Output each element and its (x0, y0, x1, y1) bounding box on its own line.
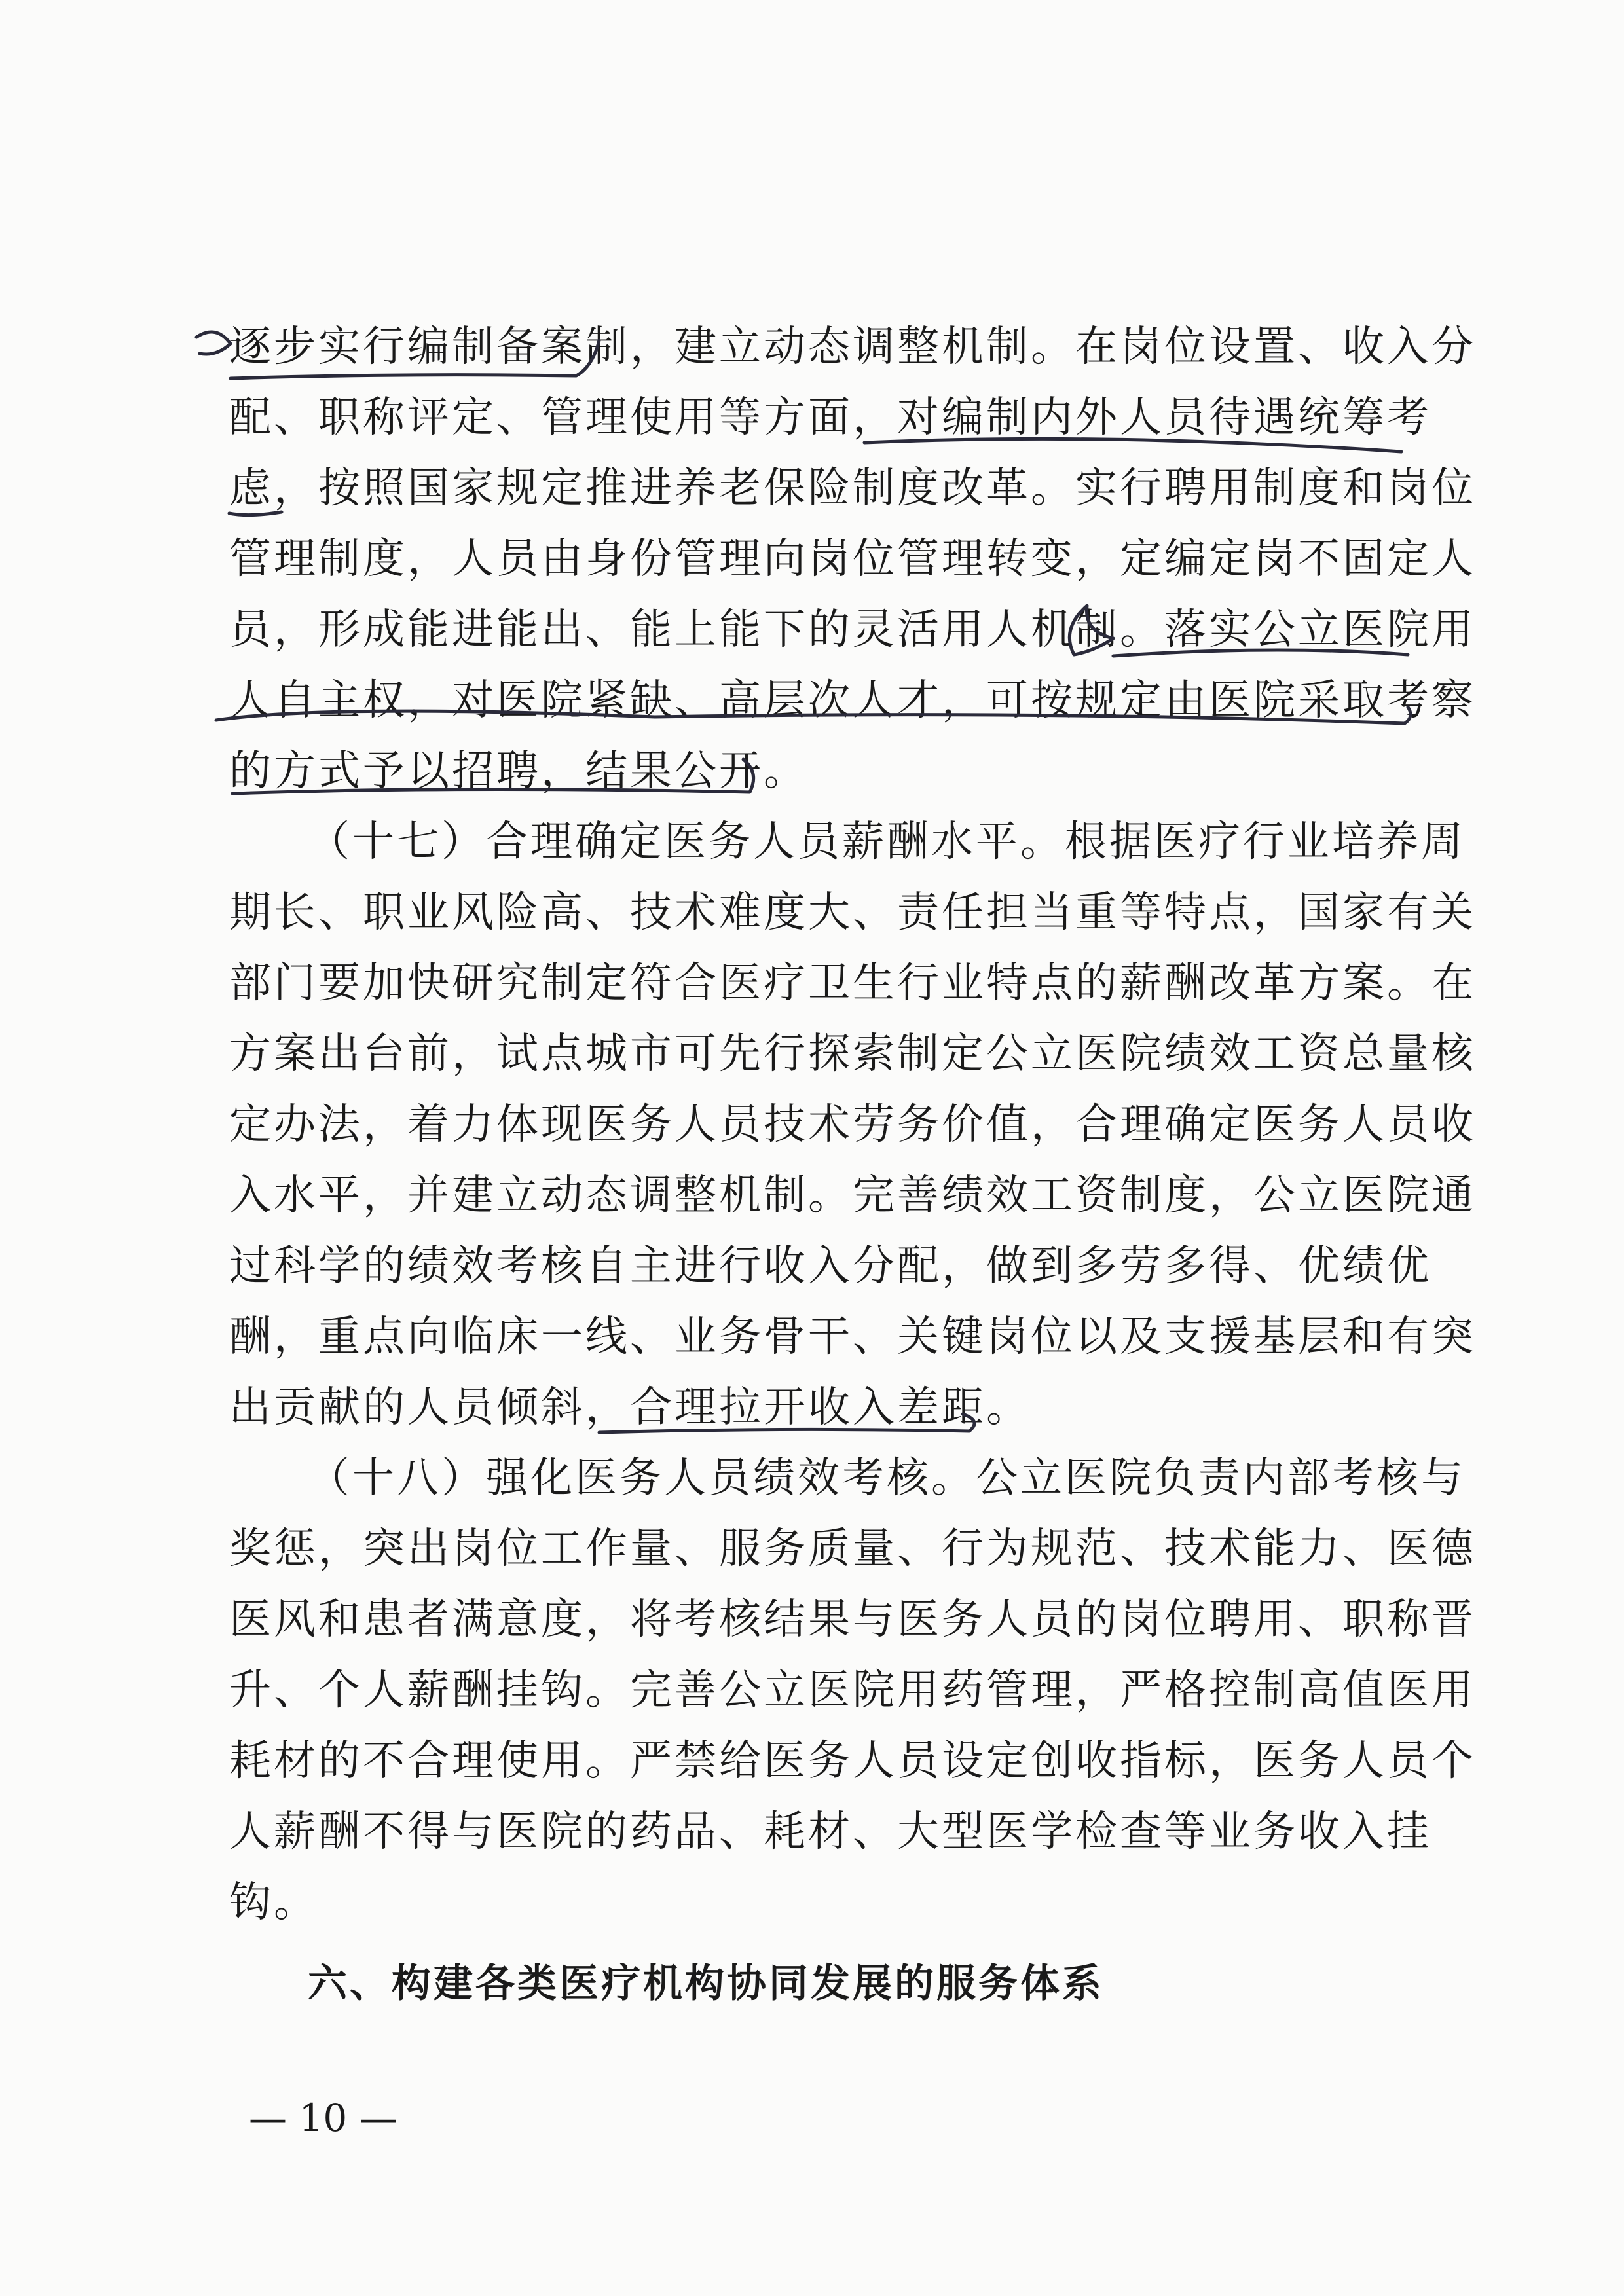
text-line-23: 钩。 (229, 1878, 318, 1927)
text-line-20: 升、个人薪酬挂钩。完善公立医院用药管理，严格控制高值医用 (229, 1666, 1476, 1715)
text-line-21: 耗材的不合理使用。严禁给医务人员设定创收指标，医务人员个 (229, 1737, 1476, 1785)
text-line-9: 期长、职业风险高、技术难度大、责任担当重等特点，国家有关 (229, 888, 1476, 937)
text-line-5: 员，形成能进能出、能上能下的灵活用人机制。落实公立医院用 (229, 606, 1476, 654)
margin-bracket-mark (196, 332, 231, 354)
text-line-19: 医风和患者满意度，将考核结果与医务人员的岗位聘用、职称晋 (229, 1595, 1476, 1644)
text-line-15: 酬，重点向临床一线、业务骨干、关键岗位以及支援基层和有突 (229, 1313, 1476, 1361)
text-line-6: 人自主权，对医院紧缺、高层次人才，可按规定由医院采取考察 (229, 676, 1476, 725)
text-line-1: 逐步实行编制备案制，建立动态调整机制。在岗位设置、收入分 (229, 323, 1476, 371)
text-line-12: 定办法，着力体现医务人员技术劳务价值，合理确定医务人员收 (229, 1101, 1476, 1149)
text-line-11: 方案出台前，试点城市可先行探索制定公立医院绩效工资总量核 (229, 1030, 1476, 1078)
text-line-4: 管理制度，人员由身份管理向岗位管理转变，定编定岗不固定人 (229, 535, 1476, 583)
text-line-3: 虑，按照国家规定推进养老保险制度改革。实行聘用制度和岗位 (229, 464, 1476, 513)
section-heading: 六、构建各类医疗机构协同发展的服务体系 (308, 1961, 1104, 2007)
text-line-14: 过科学的绩效考核自主进行收入分配，做到多劳多得、优绩优 (229, 1242, 1431, 1290)
text-line-16: 出贡献的人员倾斜，合理拉开收入差距。 (229, 1383, 1031, 1432)
text-line-17: （十八）强化医务人员绩效考核。公立医院负责内部考核与 (308, 1454, 1466, 1503)
page-number: — 10 — (249, 2096, 397, 2140)
text-line-13: 入水平，并建立动态调整机制。完善绩效工资制度，公立医院通 (229, 1171, 1476, 1220)
text-line-7: 的方式予以招聘，结果公开。 (229, 747, 808, 795)
text-line-10: 部门要加快研究制定符合医疗卫生行业特点的薪酬改革方案。在 (229, 959, 1476, 1008)
text-line-18: 奖惩，突出岗位工作量、服务质量、行为规范、技术能力、医德 (229, 1525, 1476, 1573)
text-line-2: 配、职称评定、管理使用等方面，对编制内外人员待遇统筹考 (229, 393, 1431, 442)
text-line-8: （十七）合理确定医务人员薪酬水平。根据医疗行业培养周 (308, 818, 1466, 866)
text-line-22: 人薪酬不得与医院的药品、耗材、大型医学检查等业务收入挂 (229, 1808, 1431, 1856)
